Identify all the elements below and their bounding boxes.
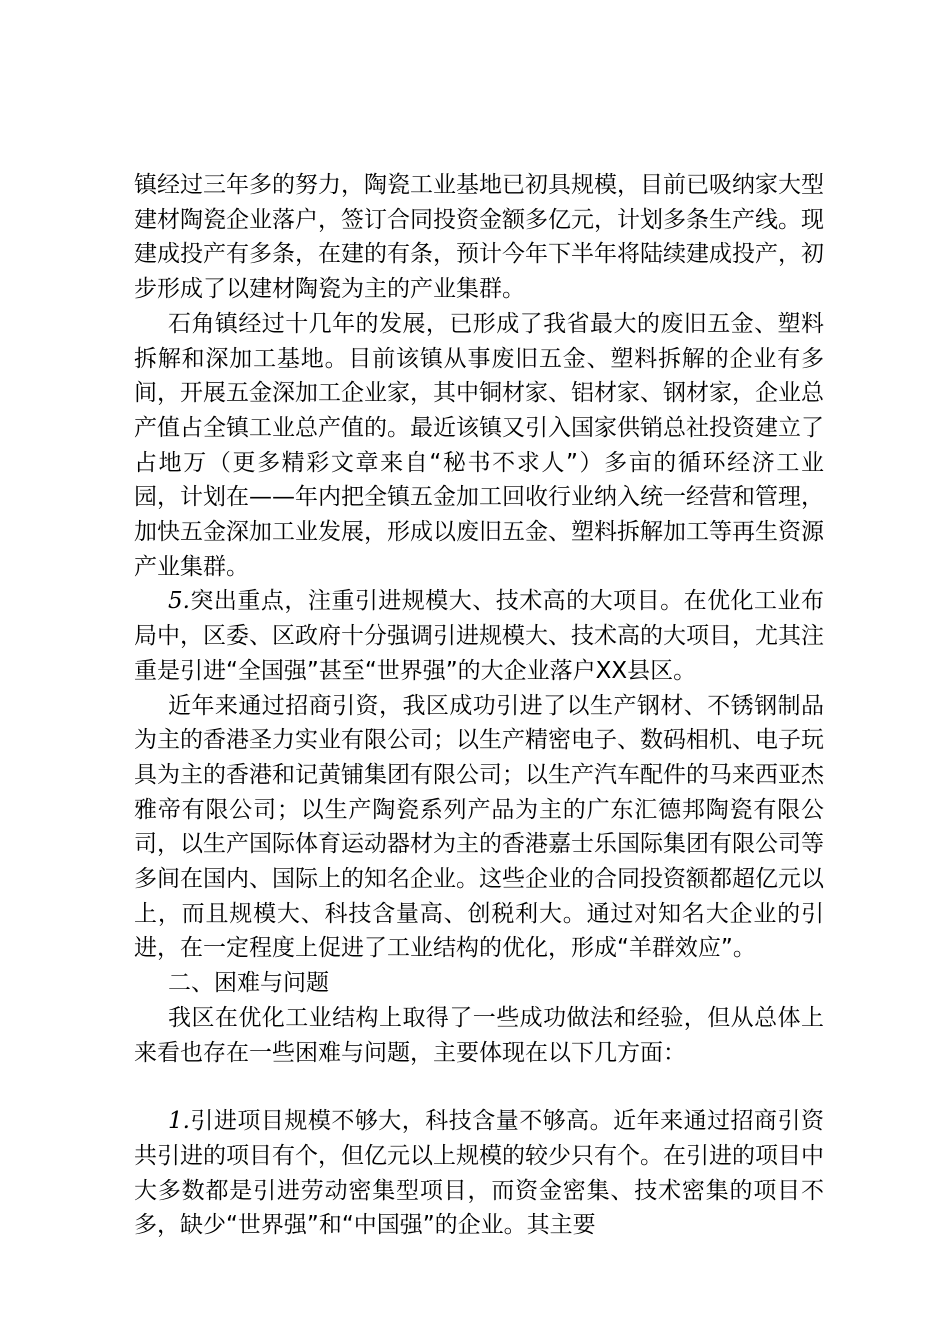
paragraph-text: 镇经过三年多的努力，陶瓷工业基地已初具规模，目前已吸纳家大型建材陶瓷企业落户，签订合同投资金额多亿元，计划多条生产线。现建成投产有多条，在建的有条，预计今年下半年将陆续建成投产，初步形成了以建材陶瓷为主的产业集群。 (134, 172, 824, 303)
list-number: 1. (168, 1108, 190, 1135)
paragraph-shijiao-town (134, 307, 824, 585)
paragraph-text: 突出重点，注重引进规模大、技术高的大项目。在优化工业布局中，区委、区政府十分强调引进规模大、技术高的大项目，尤其注重是引进“全国强”甚至“世界强”的大企业落户XX县区。 (134, 588, 824, 684)
document-body (134, 168, 824, 1243)
paragraph-text: 引进项目规模不够大，科技含量不够高。近年来通过招商引资共引进的项目有个，但亿元以上规模的较少只有个。在引进的项目中大多数都是引进劳动密集型项目，而资金密集、技术密集的项目不多，缺少“世界强”和“中国强”的企业。其主要 (134, 1108, 824, 1239)
paragraph-text: 石角镇经过十几年的发展，已形成了我省最大的废旧五金、塑料拆解和深加工基地。目前该镇从事废旧五金、塑料拆解的企业有多间，开展五金深加工企业家，其中铜材家、铝材家、钢材家，企业总产值占全镇工业总产值的。最近该镇又引入国家供销总社投资建立了占地万（更多精彩文章来自“秘书不求人”）多亩的循环经济工业园，计划在——年内把全镇五金加工回收行业纳入统一经营和管理，加快五金深加工业发展，形成以废旧五金、塑料拆解加工等再生资源产业集群。 (134, 310, 824, 580)
heading-text: 二、困难与问题 (168, 970, 329, 997)
paragraph-point-1 (134, 1104, 824, 1243)
list-number: 5. (168, 588, 190, 615)
paragraph-point-5 (134, 584, 824, 688)
paragraph-investment-companies (134, 689, 824, 967)
paragraph-text: 近年来通过招商引资，我区成功引进了以生产钢材、不锈钢制品为主的香港圣力实业有限公司；以生产精密电子、数码相机、电子玩具为主的香港和记黄铺集团有限公司；以生产汽车配件的马来西亚杰雅帝有限公司；以生产陶瓷系列产品为主的广东汇德邦陶瓷有限公司，以生产国际体育运动器材为主的香港嘉士乐国际集团有限公司等多间在国内、国际上的知名企业。这些企业的合同投资额都超亿元以上，而且规模大、科技含量高、创税利大。通过对知名大企业的引进，在一定程度上促进了工业结构的优化，形成“羊群效应”。 (134, 692, 824, 962)
section-heading-problems (134, 966, 824, 1001)
paragraph-ceramics-base (134, 168, 824, 307)
paragraph-problems-intro (134, 1001, 824, 1070)
paragraph-text: 我区在优化工业结构上取得了一些成功做法和经验，但从总体上来看也存在一些困难与问题，主要体现在以下几方面： (134, 1004, 824, 1066)
